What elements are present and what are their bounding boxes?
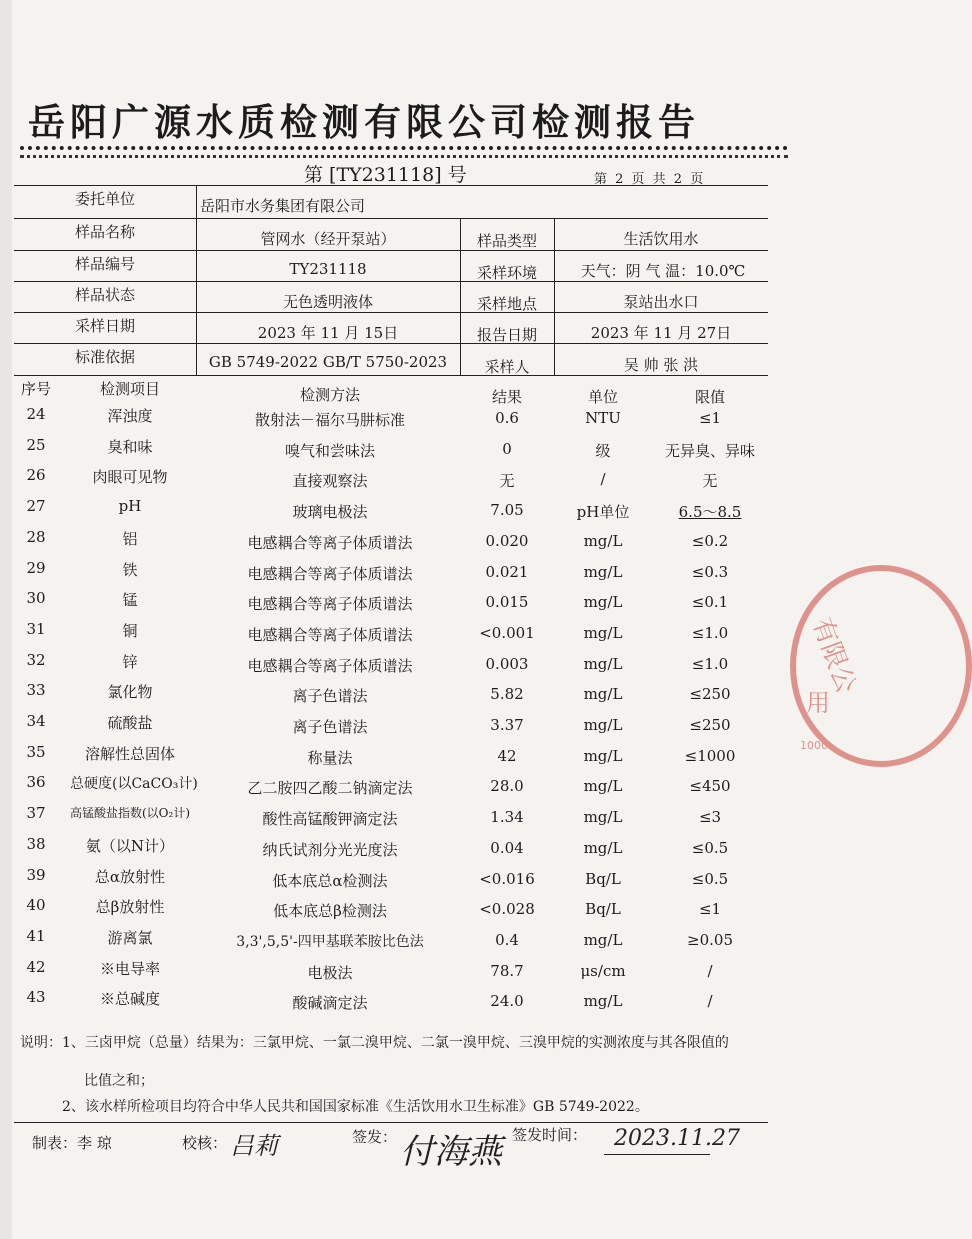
- row-limit: ≤250: [689, 716, 731, 734]
- row-method: 离子色谱法: [292, 687, 368, 706]
- row-limit: 6.5～8.5: [678, 503, 742, 522]
- report-date-label: 报告日期: [476, 326, 537, 344]
- row-limit: ≤450: [689, 777, 731, 796]
- row-unit: μs/cm: [580, 961, 626, 980]
- env-label: 采样环境: [476, 264, 537, 282]
- row-unit: mg/L: [583, 746, 623, 765]
- row-number: 36: [26, 773, 46, 792]
- row-limit: /: [707, 961, 713, 980]
- row-limit: ≤250: [689, 685, 731, 704]
- sample-date-value: 2023 年 11 月 15日: [257, 324, 399, 342]
- sample-type-value: 生活饮用水: [623, 230, 699, 248]
- row-method: 纳氏试剂分光光度法: [262, 840, 398, 859]
- row-limit: ≤0.3: [691, 562, 729, 581]
- row-number: 25: [26, 435, 46, 454]
- row-method: 低本底总β检测法: [273, 902, 387, 921]
- report-date-value: 2023 年 11 月 27日: [590, 324, 732, 342]
- report-title: 岳阳广源水质检测有限公司检测报告: [28, 101, 700, 144]
- row-item: 浑浊度: [107, 407, 153, 425]
- row-item: 锌: [122, 652, 138, 671]
- row-unit: mg/L: [583, 654, 623, 673]
- row-unit: mg/L: [583, 623, 623, 642]
- row-unit: 级: [595, 441, 611, 460]
- row-limit: 无异臭、异味: [664, 441, 755, 460]
- row-method: 乙二胺四乙酸二钠滴定法: [247, 779, 413, 798]
- col-no: 序号: [20, 380, 51, 398]
- row-number: 39: [26, 865, 46, 884]
- row-item: 铝: [122, 529, 138, 548]
- row-item: 肉眼可见物: [92, 468, 168, 487]
- row-number: 42: [26, 957, 46, 976]
- row-method: 电感耦合等离子体质谱法: [247, 564, 413, 583]
- row-number: 33: [26, 681, 46, 700]
- row-result: 无: [499, 472, 515, 491]
- row-result: 0: [502, 439, 512, 458]
- row-item: 高锰酸盐指数(以O₂计): [70, 806, 191, 821]
- col-unit: 单位: [587, 388, 618, 406]
- col-item: 检测项目: [99, 380, 160, 398]
- row-result: 3.37: [490, 716, 524, 734]
- row-item: ※总碱度: [99, 990, 160, 1009]
- row-number: 34: [26, 712, 46, 730]
- svg-text:用: 用: [806, 689, 830, 717]
- row-unit: mg/L: [583, 716, 623, 734]
- standard-label: 标准依据: [74, 348, 135, 366]
- row-item: ※电导率: [99, 959, 160, 978]
- approved-label: 签发：: [352, 1128, 398, 1146]
- row-limit: /: [707, 992, 713, 1011]
- row-method: 电感耦合等离子体质谱法: [247, 533, 413, 552]
- row-method: 3,3',5,5'-四甲基联苯胺比色法: [236, 933, 424, 950]
- sample-date-label: 采样日期: [74, 317, 135, 335]
- row-item: pH: [118, 497, 142, 516]
- row-limit: ≤0.5: [691, 869, 729, 888]
- row-method: 低本底总α检测法: [272, 871, 388, 890]
- row-number: 40: [26, 896, 46, 915]
- env-value: 天气：阴 气 温：10.0℃: [580, 262, 746, 280]
- row-number: 29: [26, 558, 46, 577]
- row-result: 24.0: [490, 992, 524, 1011]
- row-unit: /: [600, 470, 606, 489]
- row-result: 28.0: [490, 777, 524, 796]
- row-item: 氨（以N计）: [85, 836, 175, 855]
- note-line-2: 比值之和；: [84, 1073, 154, 1089]
- row-result: 0.4: [495, 930, 519, 949]
- svg-text:有限公: 有限公: [806, 613, 861, 698]
- row-limit: ≤1000: [684, 746, 736, 765]
- row-unit: mg/L: [583, 992, 623, 1011]
- row-limit: 无: [702, 472, 718, 491]
- prepared-by: 制表：李 琼: [32, 1134, 112, 1152]
- note-line-1: 说明：1、三卤甲烷（总量）结果为：三氯甲烷、一氯二溴甲烷、二氯一溴甲烷、三溴甲烷的实测浓度与其各限值的: [20, 1035, 729, 1051]
- row-unit: mg/L: [583, 777, 623, 796]
- col-result: 结果: [491, 388, 522, 406]
- row-number: 27: [26, 497, 46, 516]
- row-result: 1.34: [490, 808, 524, 827]
- title-divider-2: [20, 155, 788, 158]
- row-result: 5.82: [490, 685, 524, 704]
- row-unit: mg/L: [583, 930, 623, 949]
- row-method: 嗅气和尝味法: [284, 441, 375, 460]
- sample-no-value: TY231118: [289, 260, 367, 278]
- row-unit: NTU: [585, 409, 621, 427]
- row-limit: ≥0.05: [687, 930, 733, 949]
- row-number: 32: [26, 650, 46, 669]
- row-unit: Bq/L: [585, 869, 621, 888]
- site-value: 泵站出水口: [623, 293, 699, 311]
- row-number: 37: [26, 804, 46, 823]
- row-number: 24: [26, 405, 46, 423]
- row-result: 0.020: [485, 531, 529, 550]
- row-limit: ≤1.0: [691, 654, 729, 673]
- sample-no-label: 样品编号: [74, 255, 135, 273]
- row-number: 38: [26, 834, 46, 853]
- sign-date-value: 2023.11.27: [614, 1126, 740, 1151]
- row-method: 酸性高锰酸钾滴定法: [262, 810, 398, 829]
- row-method: 电感耦合等离子体质谱法: [247, 595, 413, 614]
- page-count: 第 2 页 共 2 页: [594, 172, 704, 187]
- col-method: 检测方法: [299, 386, 360, 404]
- sign-date-label: 签发时间：: [512, 1126, 588, 1144]
- row-limit: ≤0.2: [691, 531, 729, 550]
- row-number: 26: [26, 466, 46, 485]
- row-method: 电感耦合等离子体质谱法: [247, 656, 413, 675]
- approved-signature: 付海燕: [400, 1132, 502, 1172]
- row-result: 0.04: [490, 838, 524, 857]
- row-result: <0.028: [479, 900, 535, 919]
- row-result: 78.7: [490, 961, 524, 980]
- row-number: 28: [26, 527, 46, 546]
- row-item: 硫酸盐: [107, 714, 153, 732]
- row-limit: ≤0.5: [691, 838, 729, 857]
- row-result: <0.016: [479, 869, 535, 888]
- row-unit: pH单位: [576, 503, 630, 522]
- state-label: 样品状态: [74, 286, 135, 304]
- row-unit: mg/L: [583, 808, 623, 827]
- row-unit: mg/L: [583, 685, 623, 704]
- row-item: 溶解性总固体: [84, 744, 175, 763]
- row-limit: ≤3: [698, 808, 722, 827]
- row-unit: mg/L: [583, 531, 623, 550]
- row-result: 0.015: [485, 593, 529, 612]
- row-limit: ≤1: [698, 409, 722, 427]
- row-unit: Bq/L: [585, 900, 621, 919]
- sampler-value: 吴 帅 张 洪: [623, 356, 699, 374]
- row-item: 锰: [122, 591, 138, 610]
- row-limit: ≤1: [698, 900, 722, 919]
- sample-name-value: 管网水（经开泵站）: [260, 230, 396, 248]
- state-value: 无色透明液体: [282, 293, 373, 311]
- row-item: 铁: [122, 560, 138, 579]
- row-unit: mg/L: [583, 593, 623, 612]
- row-method: 散射法－福尔马肼标准: [254, 411, 405, 429]
- row-method: 直接观察法: [292, 472, 368, 491]
- row-item: 氯化物: [107, 683, 153, 702]
- report-number: 第 [TY231118] 号: [304, 164, 467, 186]
- row-result: 42: [497, 746, 517, 765]
- client-value: 岳阳市水务集团有限公司: [200, 197, 366, 215]
- row-item: 铜: [122, 621, 138, 640]
- row-number: 43: [26, 988, 46, 1007]
- table-row: [0, 988, 828, 1023]
- client-label: 委托单位: [74, 190, 135, 208]
- row-number: 41: [26, 926, 46, 945]
- row-result: 0.021: [485, 562, 529, 581]
- sign-date-underline: [604, 1154, 710, 1155]
- notes-divider: [14, 1122, 768, 1123]
- row-result: 7.05: [490, 501, 524, 520]
- sample-name-label: 样品名称: [74, 223, 135, 241]
- row-item: 臭和味: [107, 437, 153, 456]
- row-method: 电极法: [307, 963, 353, 982]
- company-seal-stamp: [790, 565, 972, 767]
- row-method: 称量法: [307, 748, 353, 767]
- row-number: 35: [26, 742, 46, 761]
- row-item: 总硬度(以CaCO₃计): [70, 776, 198, 793]
- standard-value: GB 5749-2022 GB/T 5750-2023: [208, 353, 448, 371]
- checked-signature: 吕莉: [230, 1132, 278, 1160]
- row-limit: ≤0.1: [691, 593, 729, 612]
- sample-type-label: 样品类型: [476, 232, 537, 250]
- note-line-3: 2、该水样所检项目均符合中华人民共和国国家标准《生活饮用水卫生标准》GB 5749-2022。: [62, 1099, 649, 1115]
- col-limit: 限值: [694, 388, 725, 406]
- row-item: 总α放射性: [94, 867, 166, 886]
- checked-label: 校核：: [182, 1134, 228, 1152]
- row-limit: ≤1.0: [691, 623, 729, 642]
- row-method: 玻璃电极法: [292, 503, 368, 522]
- row-item: 总β放射性: [95, 898, 165, 917]
- row-number: 31: [26, 619, 46, 638]
- svg-text:1000: 1000: [800, 739, 828, 752]
- row-result: 0.6: [495, 409, 519, 427]
- row-method: 离子色谱法: [292, 718, 368, 736]
- row-item: 游离氯: [107, 928, 153, 947]
- row-unit: mg/L: [583, 562, 623, 581]
- row-number: 30: [26, 589, 46, 608]
- title-divider: [20, 146, 788, 150]
- row-method: 电感耦合等离子体质谱法: [247, 625, 413, 644]
- row-result: 0.003: [485, 654, 529, 673]
- row-unit: mg/L: [583, 838, 623, 857]
- site-label: 采样地点: [476, 295, 537, 313]
- row-method: 酸碱滴定法: [292, 994, 368, 1013]
- sampler-label: 采样人: [484, 358, 530, 376]
- row-result: <0.001: [479, 623, 535, 642]
